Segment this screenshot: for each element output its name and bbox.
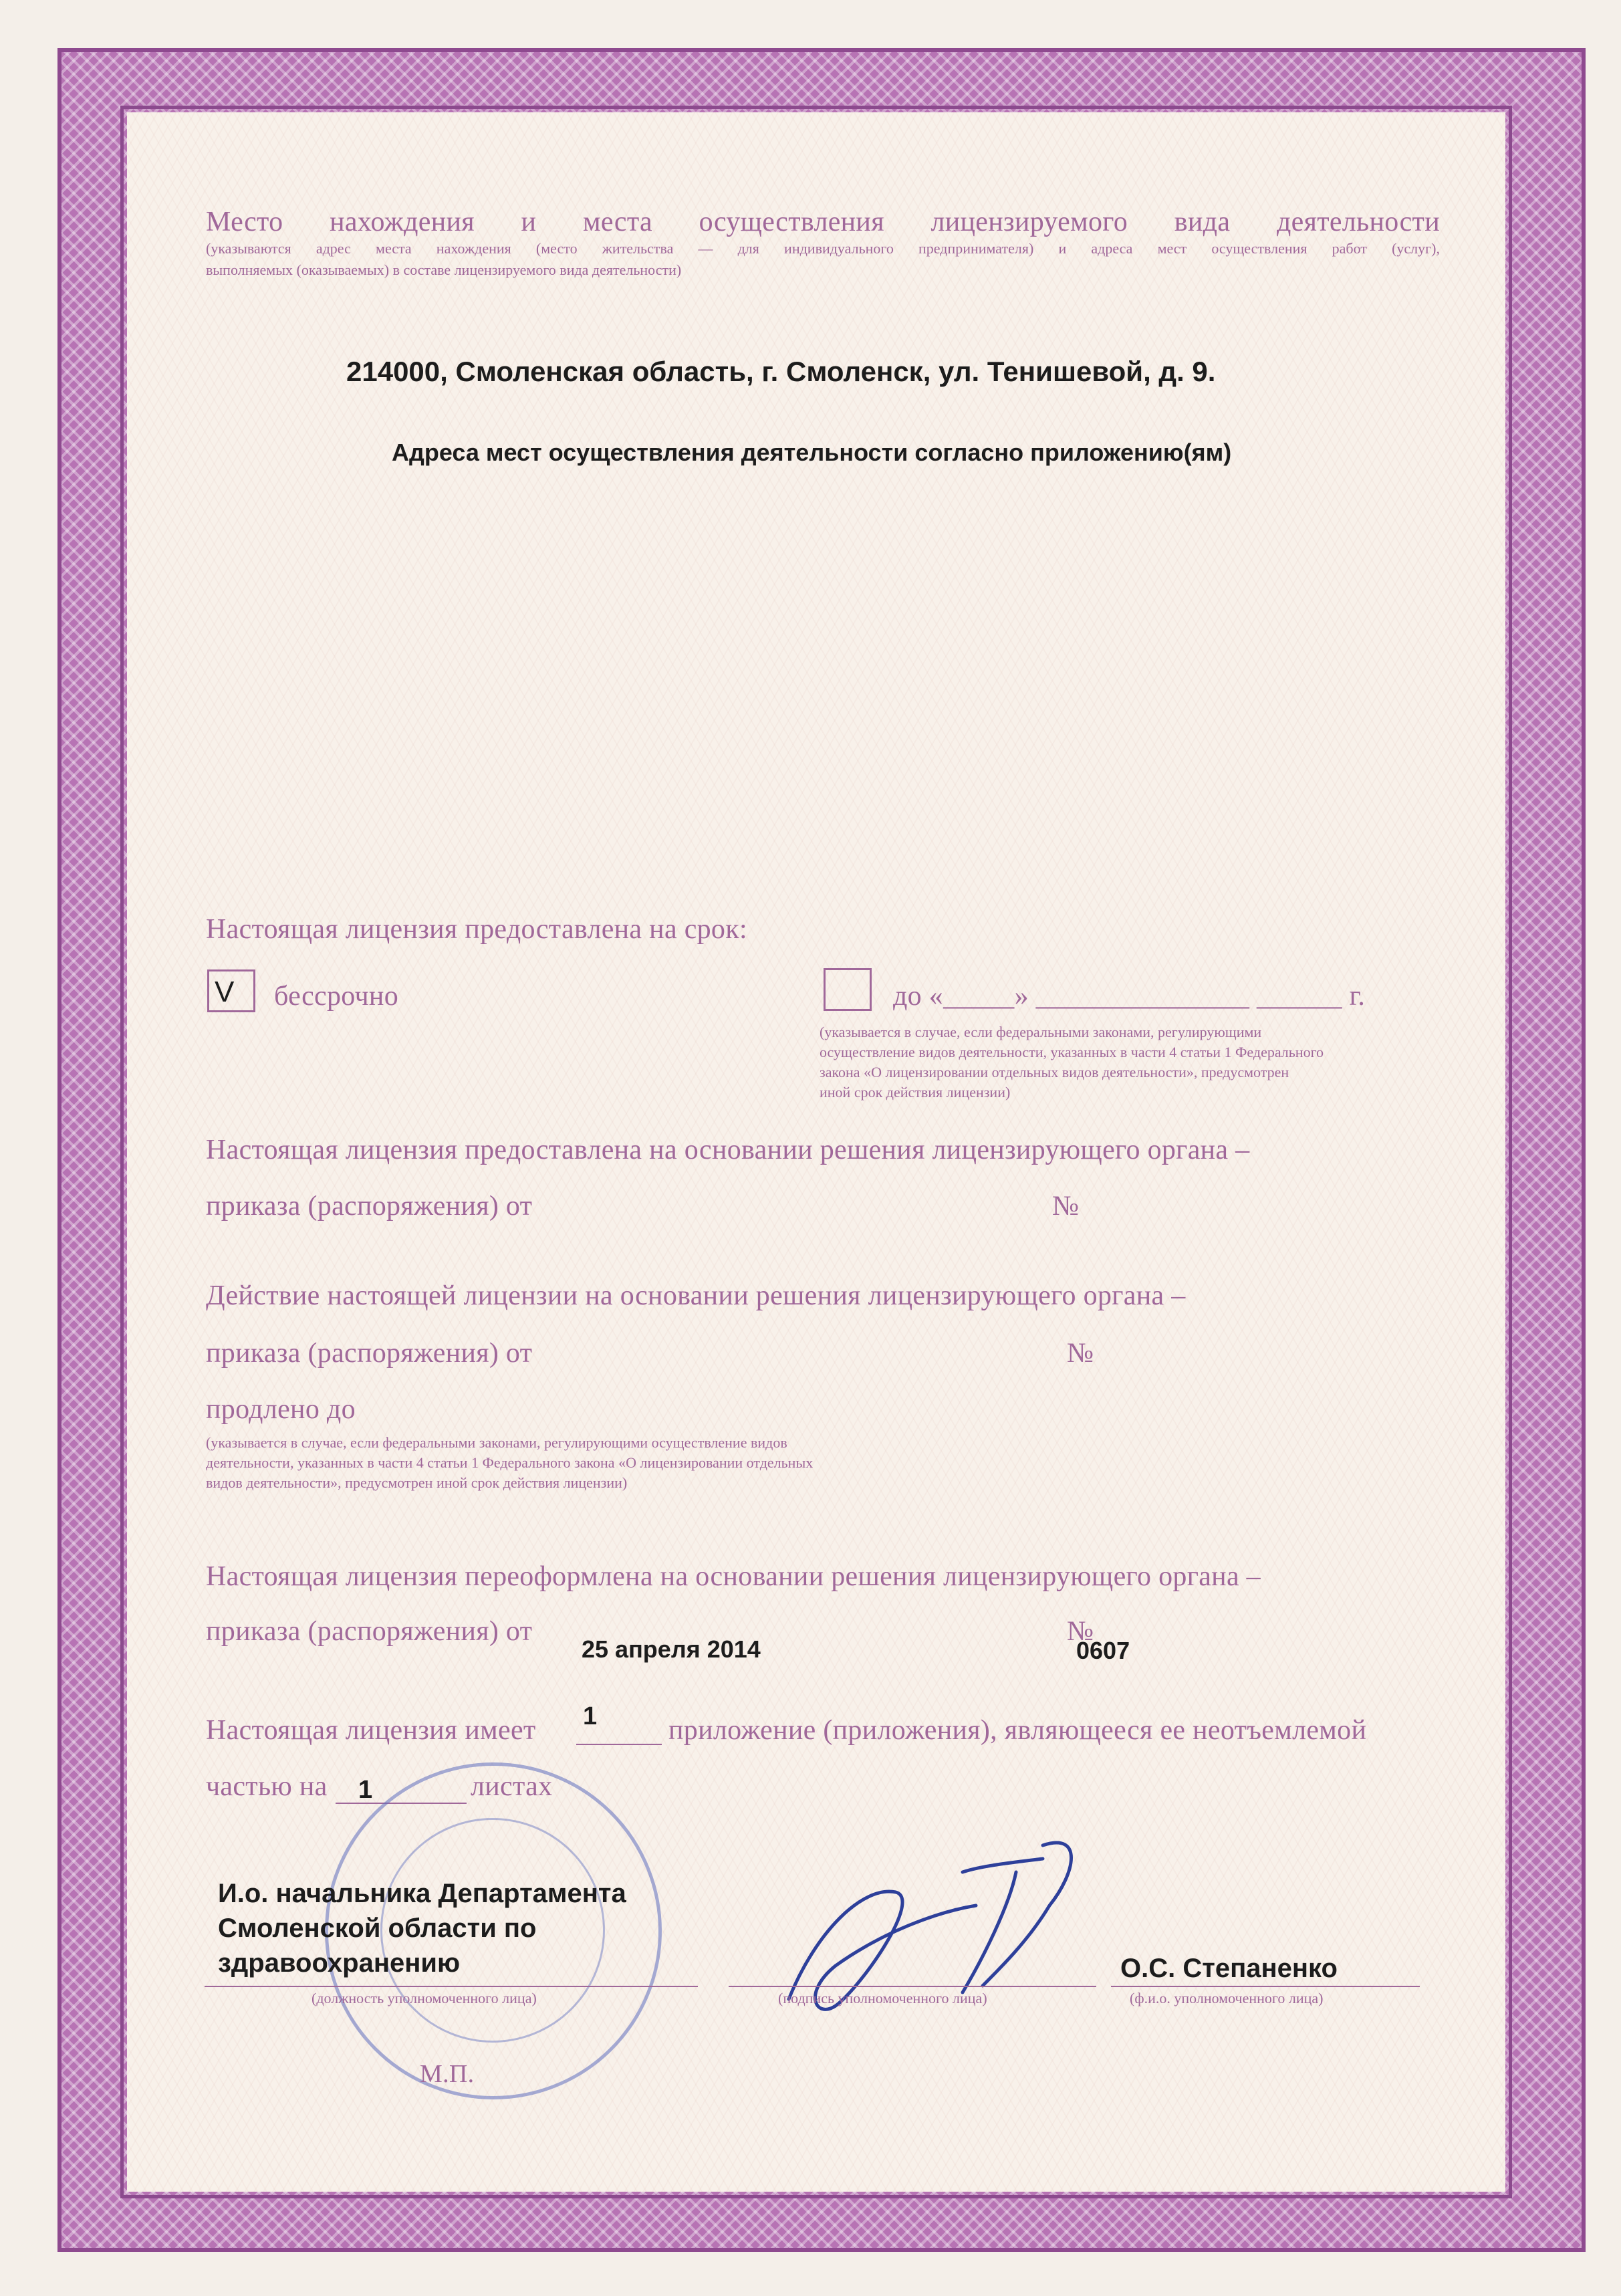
position-underline (205, 1986, 698, 1987)
signatory-position-line2: Смоленской области по (218, 1914, 537, 1943)
indefinite-checkbox (207, 969, 255, 1012)
extension-note-line1: (указывается в случае, если федеральными законами, регулирующими осуществление видов (206, 1434, 787, 1451)
annexes-pages-suffix: листах (471, 1771, 553, 1802)
reissue-order-label: приказа (распоряжения) от (206, 1616, 533, 1647)
indefinite-label: бессрочно (274, 981, 398, 1012)
extension-line: Действие настоящей лицензии на основании решения лицензирующего органа – (206, 1280, 1186, 1311)
signatory-name: О.С. Степаненко (1120, 1954, 1338, 1983)
signature-caption: (подпись уполномоченного лица) (778, 1990, 987, 2006)
extension-number-label: № (1067, 1338, 1094, 1369)
annexes-count-underline (576, 1744, 662, 1745)
granted-order-label: приказа (распоряжения) от (206, 1191, 533, 1222)
annexes-count: 1 (583, 1702, 598, 1730)
until-note-line1: (указывается в случае, если федеральными законами, регулирующими (820, 1024, 1262, 1040)
granted-line: Настоящая лицензия предоставлена на основании решения лицензирующего органа – (206, 1135, 1250, 1165)
granted-number-label: № (1052, 1191, 1080, 1222)
location-heading: Место нахождения и места осуществления лицензируемого вида деятельности (206, 207, 1440, 237)
annexes-prefix: Настоящая лицензия имеет (206, 1715, 536, 1746)
until-note-line4: иной срок действия лицензии) (820, 1084, 1011, 1101)
signatory-position-line1: И.о. начальника Департамента (218, 1879, 626, 1908)
until-note-line3: закона «О лицензировании отдельных видов деятельности», предусмотрен (820, 1064, 1289, 1080)
extension-order-label: приказа (распоряжения) от (206, 1338, 533, 1369)
signatory-position-line3: здравоохранению (218, 1948, 461, 1978)
annex-address-note: Адреса мест осуществления деятельности согласно приложению(ям) (392, 439, 1232, 466)
extension-note-line3: видов деятельности», предусмотрен иной срок действия лицензии) (206, 1474, 628, 1491)
reissue-line: Настоящая лицензия переоформлена на основании решения лицензирующего органа – (206, 1561, 1261, 1592)
license-address: 214000, Смоленская область, г. Смоленск, ул. Тенишевой, д. 9. (346, 356, 1216, 387)
location-note-line2: выполняемых (оказываемых) в составе лицензируемого вида деятельности) (206, 261, 682, 278)
position-caption: (должность уполномоченного лица) (311, 1990, 537, 2006)
annexes-suffix: приложение (приложения), являющееся ее неотъемлемой (668, 1715, 1367, 1746)
location-note-line1: (указываются адрес места нахождения (место жительства — для индивидуального предпринимателя) и адреса мест осуществления работ (услуг), (206, 240, 1440, 257)
reissue-number-label: № (1067, 1616, 1094, 1647)
reissue-order-number: 0607 (1076, 1637, 1130, 1664)
until-note-line2: осуществление видов деятельности, указанных в части 4 статьи 1 Федерального (820, 1044, 1324, 1060)
reissue-order-date: 25 апреля 2014 (582, 1635, 761, 1663)
extension-note-line2: деятельности, указанных в части 4 статьи 1 Федерального закона «О лицензировании отдельных (206, 1454, 814, 1471)
seal-place-label: М.П. (420, 2060, 475, 2088)
until-checkbox (824, 968, 872, 1011)
term-heading: Настоящая лицензия предоставлена на срок: (206, 914, 747, 945)
name-caption: (ф.и.о. уполномоченного лица) (1130, 1990, 1324, 2006)
check-mark: V (215, 975, 235, 1008)
signature-underline (729, 1986, 1096, 1987)
until-date-label: до «_____» _______________ ______ г. (893, 981, 1366, 1012)
annexes-pages-prefix: частью на (206, 1771, 328, 1802)
name-underline (1111, 1986, 1420, 1987)
extended-until-label: продлено до (206, 1394, 356, 1425)
annexes-pages-count: 1 (358, 1776, 373, 1804)
